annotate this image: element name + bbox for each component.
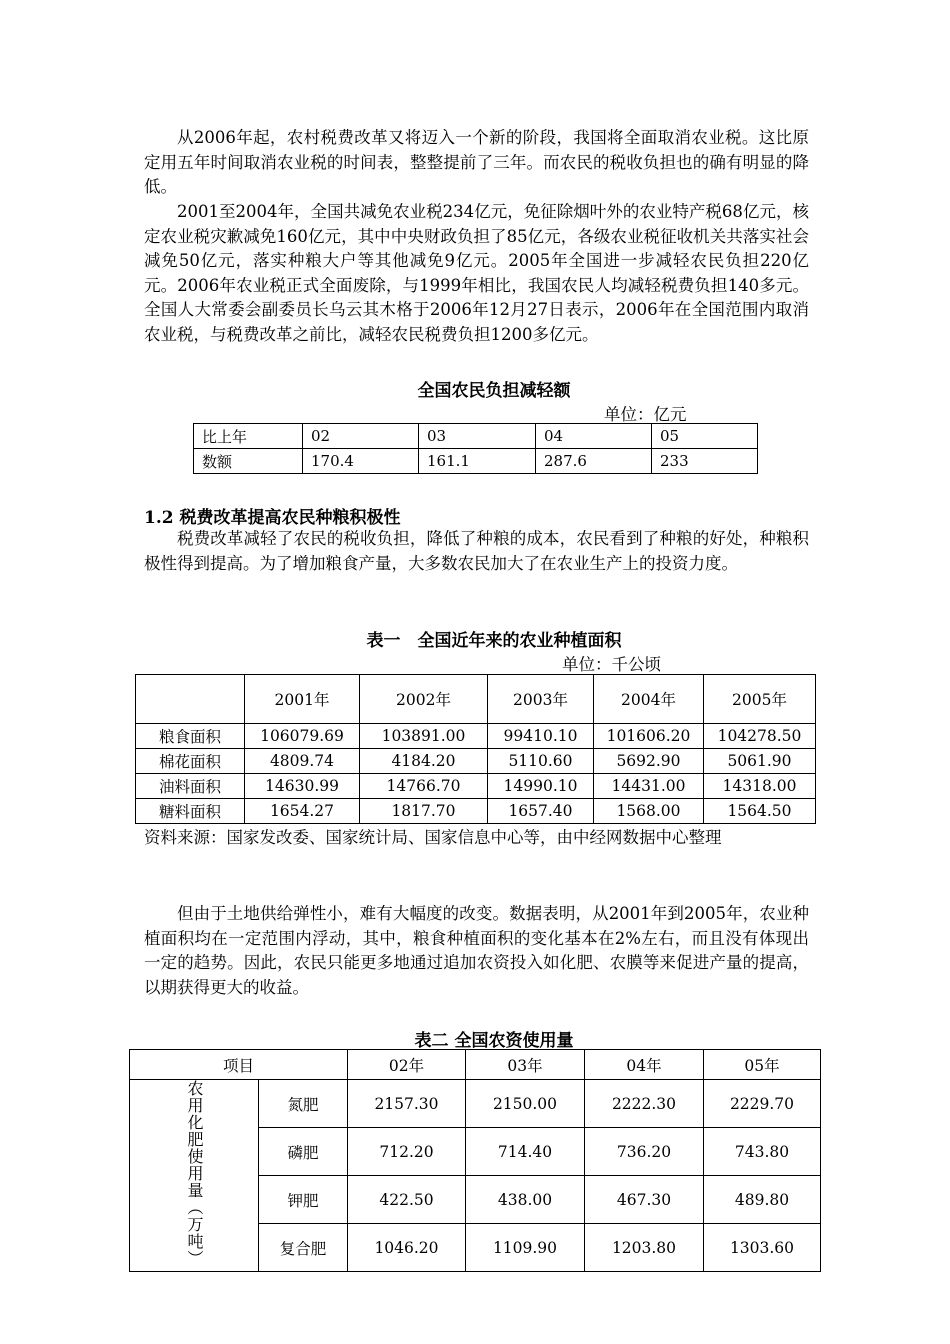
table-row — [130, 1080, 821, 1128]
table-cell: 2150.00 — [466, 1080, 585, 1128]
table-cell: 99410.10 — [488, 724, 594, 749]
table1-source: 资料来源：国家发改委、国家统计局、国家信息中心等，由中经网数据中心整理 — [144, 828, 722, 847]
table-cell: 05 — [652, 424, 758, 449]
table-cell: 106079.69 — [245, 724, 360, 749]
table-cell: 05年 — [704, 1050, 821, 1080]
table-cell: 钾肥 — [259, 1176, 348, 1224]
table-cell: 5061.90 — [704, 749, 816, 774]
table-row — [136, 749, 816, 774]
table-farmer-burden — [193, 423, 758, 474]
table-cell: 磷肥 — [259, 1128, 348, 1176]
table-cell: 5110.60 — [488, 749, 594, 774]
table-cell: 467.30 — [585, 1176, 704, 1224]
table-cell: 03年 — [466, 1050, 585, 1080]
table-cell: 项目 — [130, 1050, 348, 1080]
table-cell: 2157.30 — [348, 1080, 466, 1128]
section-heading: 1.2 税费改革提高农民种粮积极性 — [144, 508, 401, 528]
table-cell: 4809.74 — [245, 749, 360, 774]
table-cell: 287.6 — [536, 449, 652, 474]
paragraph-1: 从2006年起，农村税费改革又将迈入一个新的阶段，我国将全面取消农业税。这比原定用五年时间取消农业税的时间表，整整提前了三年。而农民的税收负担也的确有明显的降低。 — [144, 128, 809, 196]
paragraph-4: 但由于土地供给弹性小，难有大幅度的改变。数据表明，从2001年到2005年，农业种植面积均在一定范围内浮动，其中，粮食种植面积的变化基本在2%左右，而且没有体现出一定的趋势。因此，农民只能更多地通过追加农资投入如化肥、农膜等来促进产量的提高，以期获得更大的收益。 — [144, 904, 809, 997]
table-cell: 1303.60 — [704, 1224, 821, 1272]
table1-title: 表一 全国近年来的农业种植面积 — [366, 631, 622, 651]
table-cell: 5692.90 — [594, 749, 704, 774]
table-row — [194, 424, 758, 449]
paragraph-3: 税费改革减轻了农民的税收负担，降低了种粮的成本，农民看到了种粮的好处，种粮积极性得到提高。为了增加粮食产量，大多数农民加大了在农业生产上的投资力度。 — [144, 529, 809, 573]
table0-unit: 单位：亿元 — [604, 405, 687, 424]
table-cell: 2229.70 — [704, 1080, 821, 1128]
table-cell: 161.1 — [419, 449, 536, 474]
table-row — [136, 724, 816, 749]
table-cell: 02 — [303, 424, 419, 449]
table-cell: 743.80 — [704, 1128, 821, 1176]
table-cell: 422.50 — [348, 1176, 466, 1224]
table-cell: 棉花面积 — [136, 749, 245, 774]
table-cell: 1109.90 — [466, 1224, 585, 1272]
table-cell: 438.00 — [466, 1176, 585, 1224]
table-cell: 712.20 — [348, 1128, 466, 1176]
table-cell: 14990.10 — [488, 774, 594, 799]
table-cell: 粮食面积 — [136, 724, 245, 749]
table-cell: 489.80 — [704, 1176, 821, 1224]
table-cell: 2004年 — [594, 675, 704, 724]
table-cell: 1654.27 — [245, 799, 360, 824]
table-cell: 1203.80 — [585, 1224, 704, 1272]
table-row — [130, 1050, 821, 1080]
table2-title: 表二 全国农资使用量 — [414, 1031, 574, 1051]
table-cell: 04 — [536, 424, 652, 449]
table-cell: 714.40 — [466, 1128, 585, 1176]
table-cell: 氮肥 — [259, 1080, 348, 1128]
table-cell — [136, 675, 245, 724]
table1-unit: 单位：千公顷 — [562, 655, 661, 674]
table-cell: 4184.20 — [360, 749, 488, 774]
table-cell: 14630.99 — [245, 774, 360, 799]
table-cell: 1046.20 — [348, 1224, 466, 1272]
table-planting-area — [135, 674, 816, 824]
paragraph-2: 2001至2004年，全国共减免农业税234亿元，免征除烟叶外的农业特产税68亿元，核定农业税灾歉减免160亿元，其中中央财政负担了85亿元，各级农业税征收机关共落实社会减免50亿元，落实种粮大户等其他减免9亿元。2005年全国进一步减轻农民负担220亿元。2006年农业税正式全面废除，与1999年相比，我国农民人均减轻税费负担140多元。全国人大常委会副委员长乌云其木格于2006年12月27日表示，2006年在全国范围内取消农业税，与税费改革之前比，减轻农民税费负担1200多亿元。 — [144, 202, 809, 344]
table-cell: 2003年 — [488, 675, 594, 724]
group-label-cell — [130, 1080, 259, 1272]
table-cell: 03 — [419, 424, 536, 449]
table-row — [136, 675, 816, 724]
table-cell: 1657.40 — [488, 799, 594, 824]
table-cell: 油料面积 — [136, 774, 245, 799]
table-cell: 14766.70 — [360, 774, 488, 799]
table-cell: 2005年 — [704, 675, 816, 724]
table-cell: 104278.50 — [704, 724, 816, 749]
table-row — [136, 774, 816, 799]
table0-title: 全国农民负担减轻额 — [417, 381, 571, 401]
table-cell: 比上年 — [194, 424, 303, 449]
table-cell: 1568.00 — [594, 799, 704, 824]
table-cell: 2001年 — [245, 675, 360, 724]
table-cell: 复合肥 — [259, 1224, 348, 1272]
table-cell: 736.20 — [585, 1128, 704, 1176]
table-cell: 233 — [652, 449, 758, 474]
table-cell: 2222.30 — [585, 1080, 704, 1128]
table-row — [136, 799, 816, 824]
table-row — [194, 449, 758, 474]
table-cell: 02年 — [348, 1050, 466, 1080]
table-cell: 04年 — [585, 1050, 704, 1080]
table-cell: 2002年 — [360, 675, 488, 724]
table-cell: 数额 — [194, 449, 303, 474]
table-cell: 103891.00 — [360, 724, 488, 749]
table-cell: 糖料面积 — [136, 799, 245, 824]
table-cell: 14431.00 — [594, 774, 704, 799]
group-label: 农用化肥使用量（万吨） — [185, 1080, 204, 1267]
table-cell: 1564.50 — [704, 799, 816, 824]
table-cell: 1817.70 — [360, 799, 488, 824]
table-cell: 101606.20 — [594, 724, 704, 749]
table-agri-inputs — [129, 1049, 821, 1272]
table-cell: 170.4 — [303, 449, 419, 474]
table-cell: 14318.00 — [704, 774, 816, 799]
